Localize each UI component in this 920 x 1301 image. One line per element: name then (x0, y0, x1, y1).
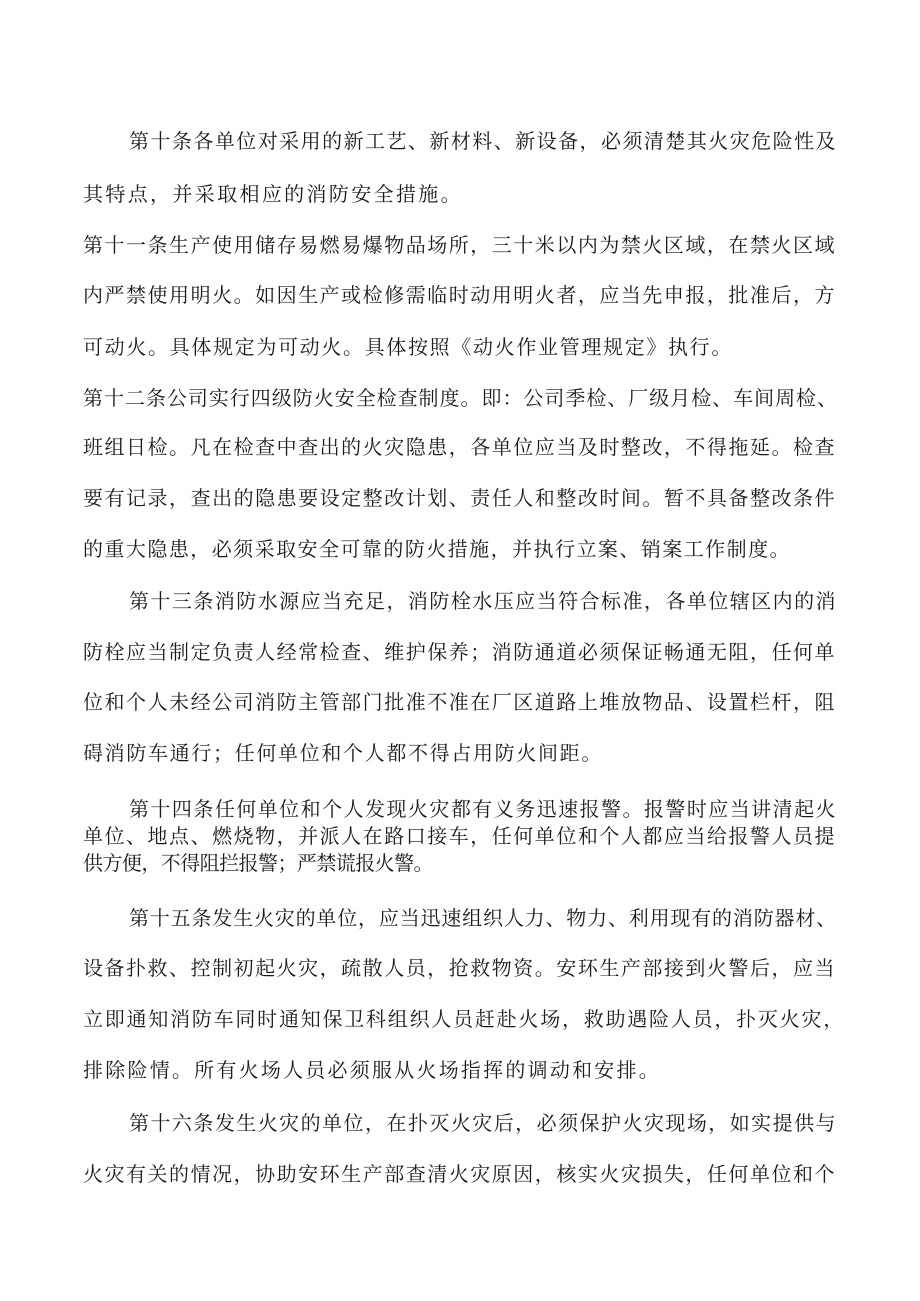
article-14-line-1: 第十四条任何单位和个人发现火灾都有义务迅速报警。报警时应当讲清起火 (129, 797, 837, 821)
article-15-line-1: 第十五条发生火灾的单位，应当迅速组织人力、物力、利用现有的消防器材、 (129, 906, 837, 930)
article-15-line-3: 立即通知消防车同时通知保卫科组织人员赶赴火场，救助遇险人员，扑灭火灾， (83, 1007, 845, 1031)
article-16-line-1: 第十六条发生火灾的单位，在扑灭火灾后，必须保护火灾现场，如实提供与 (129, 1111, 837, 1135)
article-11-line-3: 可动火。具体规定为可动火。具体按照《动火作业管理规定》执行。 (83, 335, 733, 359)
article-16-line-2: 火灾有关的情况，协助安环生产部查清火灾原因，核实火灾损失，任何单位和个 (83, 1162, 836, 1186)
article-12-line-4: 的重大隐患，必须采取安全可靠的防火措施，并执行立案、销案工作制度。 (83, 537, 791, 561)
article-13-line-1: 第十三条消防水源应当充足，消防栓水压应当符合标准，各单位辖区内的消 (129, 589, 837, 613)
article-12-line-2: 班组日检。凡在检查中查出的火灾隐患，各单位应当及时整改，不得拖延。检查 (83, 435, 836, 459)
article-13-line-4: 碍消防车通行；任何单位和个人都不得占用防火间距。 (83, 741, 603, 765)
article-10-line-2: 其特点，并采取相应的消防安全措施。 (83, 182, 463, 206)
article-11-line-2: 内严禁使用明火。如因生产或检修需临时动用明火者，应当先申报，批准后，方 (83, 283, 836, 307)
article-14-line-3: 供方便，不得阻拦报警；严禁谎报火警。 (83, 851, 433, 875)
article-12-line-1: 第十二条公司实行四级防火安全检查制度。即：公司季检、厂级月检、车间周检、 (83, 386, 838, 410)
article-15-line-4: 排除险情。所有火场人员必须服从火场指挥的调动和安排。 (83, 1058, 661, 1082)
article-15-line-2: 设备扑救、控制初起火灾，疏散人员，抢救物资。安环生产部接到火警后，应当 (83, 956, 836, 980)
article-13-line-2: 防栓应当制定负责人经常检查、维护保养；消防通道必须保证畅通无阻，任何单 (83, 640, 836, 664)
article-11-line-1: 第十一条生产使用储存易燃易爆物品场所，三十米以内为禁火区域，在禁火区域 (83, 233, 836, 257)
article-13-line-3: 位和个人未经公司消防主管部门批准不准在厂区道路上堆放物品、设置栏杆，阻 (83, 690, 836, 714)
article-14-line-2: 单位、地点、燃烧物，并派人在路口接车，任何单位和个人都应当给报警人员提 (83, 824, 836, 848)
article-12-line-3: 要有记录，查出的隐患要设定整改计划、责任人和整改时间。暂不具备整改条件 (83, 486, 836, 510)
article-10-line-1: 第十条各单位对采用的新工艺、新材料、新设备，必须清楚其火灾危险性及 (129, 129, 837, 153)
